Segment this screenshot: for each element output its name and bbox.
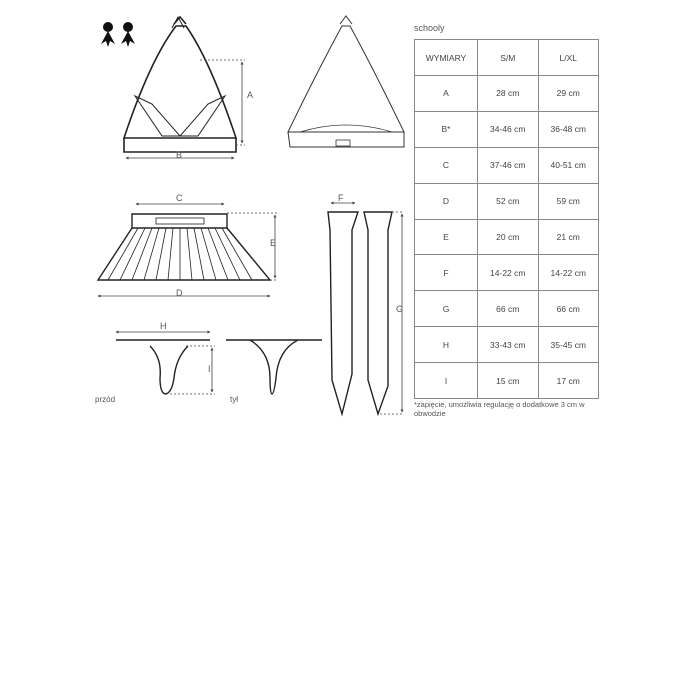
cell-lxl: 14-22 cm xyxy=(538,255,599,291)
caption-front: przód xyxy=(95,395,116,404)
table-row xyxy=(415,219,599,255)
thong-back-drawing xyxy=(226,340,322,394)
cell-sm: 34-46 cm xyxy=(478,111,539,147)
row-label: B* xyxy=(415,111,478,147)
table-row xyxy=(415,327,599,363)
label-b: B xyxy=(176,150,183,160)
table-row xyxy=(415,183,599,219)
cell-sm: 33-43 cm xyxy=(478,327,539,363)
row-label: D xyxy=(415,183,478,219)
cell-sm: 66 cm xyxy=(478,291,539,327)
label-d: D xyxy=(176,288,183,298)
caption-back: tył xyxy=(230,395,238,404)
label-g: G xyxy=(396,304,404,314)
cell-lxl: 17 cm xyxy=(538,363,599,399)
label-c: C xyxy=(176,193,183,203)
header-size-sm: S/M xyxy=(478,40,539,76)
cell-sm: 37-46 cm xyxy=(478,147,539,183)
row-label: C xyxy=(415,147,478,183)
technical-drawing xyxy=(0,0,410,430)
top-back-drawing xyxy=(288,16,404,147)
table-row xyxy=(415,147,599,183)
cell-sm: 20 cm xyxy=(478,219,539,255)
table-header-row xyxy=(415,40,599,76)
stockings-drawing xyxy=(328,212,392,414)
cell-lxl: 36-48 cm xyxy=(538,111,599,147)
skirt-drawing xyxy=(98,214,270,280)
cell-sm: 14-22 cm xyxy=(478,255,539,291)
cell-sm: 52 cm xyxy=(478,183,539,219)
pasties-icon xyxy=(101,22,135,47)
top-front-drawing xyxy=(124,17,236,152)
row-label: I xyxy=(415,363,478,399)
cell-lxl: 40-51 cm xyxy=(538,147,599,183)
label-h: H xyxy=(160,321,167,331)
cell-sm: 28 cm xyxy=(478,76,539,112)
table-row xyxy=(415,76,599,112)
cell-lxl: 21 cm xyxy=(538,219,599,255)
footnote: *zapięcie, umożliwia regulację o dodatkowe 3 cm w obwodzie xyxy=(414,400,585,418)
table-row xyxy=(415,255,599,291)
table-row xyxy=(415,363,599,399)
label-a: A xyxy=(247,90,254,100)
label-i: I xyxy=(208,364,211,374)
row-label: G xyxy=(415,291,478,327)
thong-front-drawing xyxy=(116,340,210,394)
cell-lxl: 29 cm xyxy=(538,76,599,112)
product-title: schooly xyxy=(414,23,445,33)
row-label: F xyxy=(415,255,478,291)
cell-lxl: 35-45 cm xyxy=(538,327,599,363)
header-size-lxl: L/XL xyxy=(538,40,599,76)
cell-lxl: 66 cm xyxy=(538,291,599,327)
row-label: H xyxy=(415,327,478,363)
table-row xyxy=(415,111,599,147)
header-dimension: WYMIARY xyxy=(415,40,478,76)
size-table xyxy=(414,39,599,399)
label-e: E xyxy=(270,238,277,248)
row-label: A xyxy=(415,76,478,112)
row-label: E xyxy=(415,219,478,255)
table-row xyxy=(415,291,599,327)
cell-lxl: 59 cm xyxy=(538,183,599,219)
cell-sm: 15 cm xyxy=(478,363,539,399)
dimension-a xyxy=(200,60,245,145)
label-f: F xyxy=(338,193,344,203)
